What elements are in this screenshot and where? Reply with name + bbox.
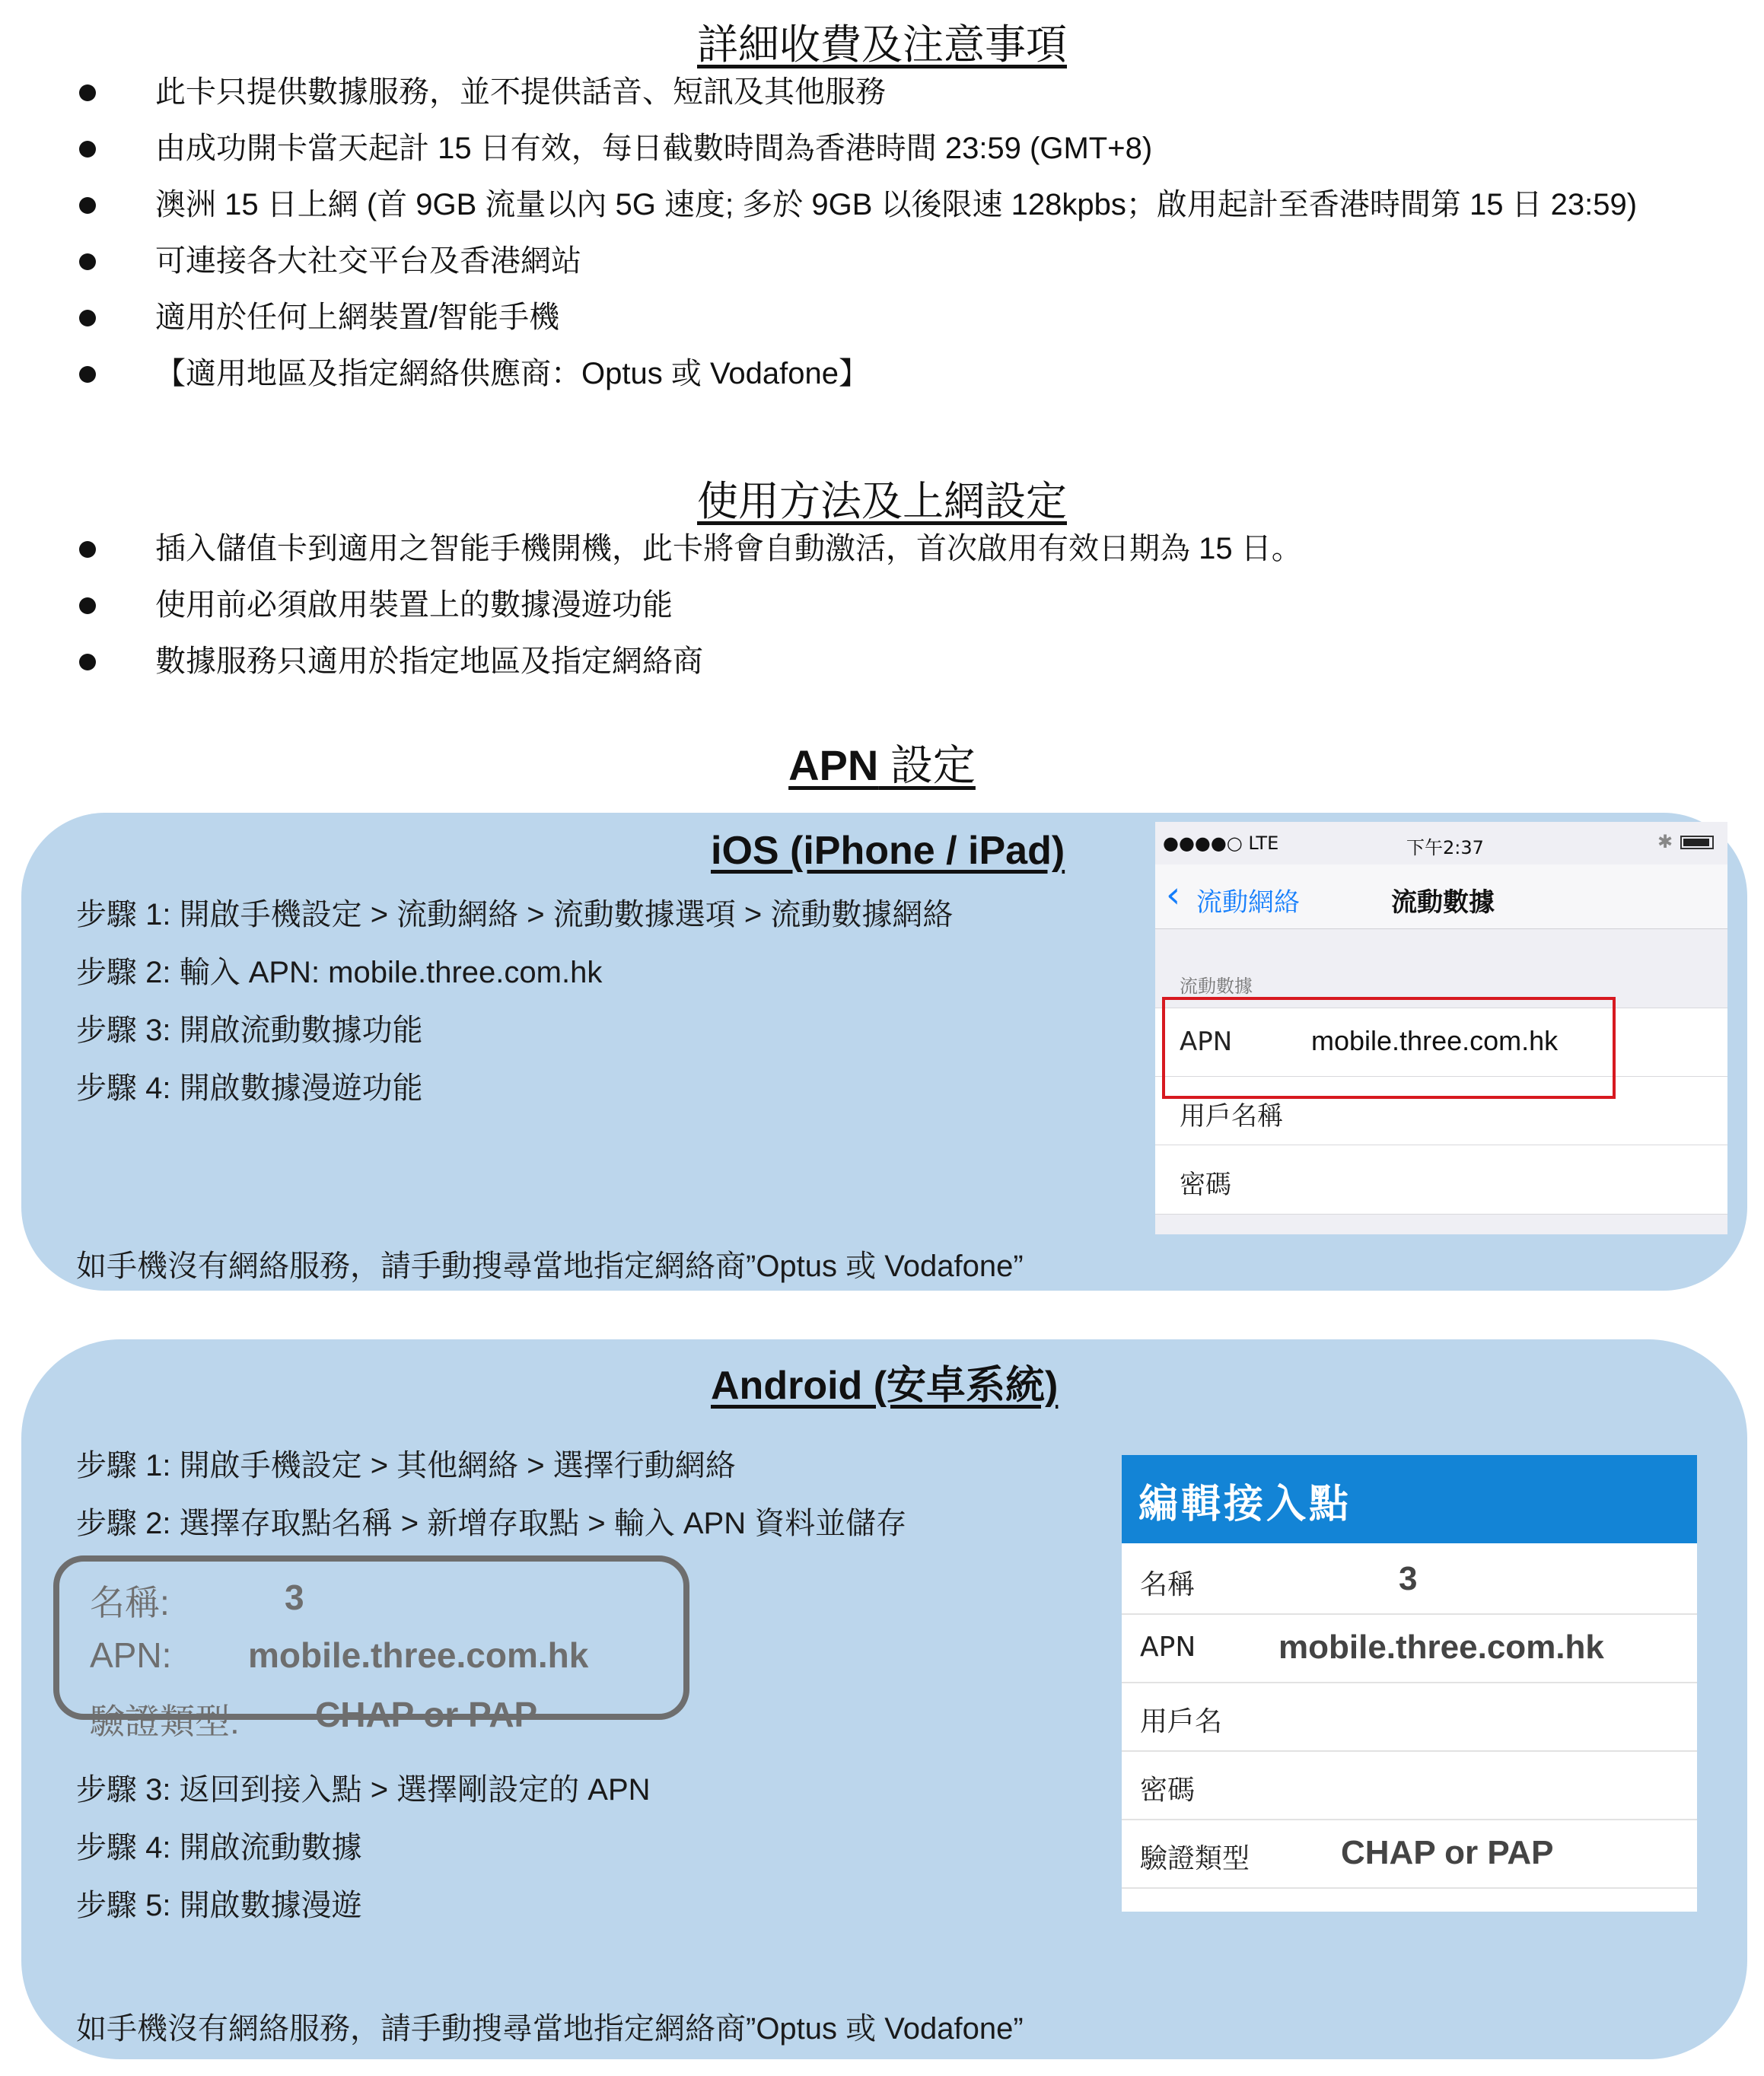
- list-item-text: 可連接各大社交平台及香港網站: [155, 244, 581, 278]
- apn-label: APN: [1140, 1632, 1196, 1663]
- list-item-text: 澳洲 15 日上網 (首 9GB 流量以內 5G 速度; 多於 9GB 以後限速 128kpbs；啟用起計至香港時間第 15 日 23:59): [155, 188, 1638, 221]
- apn-value[interactable]: mobile.three.com.hk: [1278, 1629, 1604, 1666]
- auth-type-label: 驗證類型: [1140, 1843, 1250, 1874]
- section-title-usage: 使用方法及上網設定: [697, 479, 1067, 524]
- bullet-icon: [79, 197, 96, 214]
- status-bar: [1155, 822, 1727, 864]
- list-item: [76, 521, 1302, 577]
- username-row[interactable]: [1122, 1682, 1697, 1752]
- list-item: [76, 64, 1637, 120]
- android-step-3: 步驟 3: 返回到接入點 > 選擇剛設定的 APN: [76, 1773, 651, 1807]
- ios-step-1: 步驟 1: 開啟手機設定 > 流動網絡 > 流動數據選項 > 流動數據網絡: [76, 898, 954, 931]
- apn-highlight-box: [1162, 997, 1616, 1099]
- apn-title-rest: 設定: [878, 741, 976, 789]
- ios-note: 如手機沒有網絡服務，請手動搜尋當地指定網絡商”Optus 或 Vodafone”: [76, 1250, 1024, 1283]
- config-apn-label: APN:: [90, 1635, 172, 1675]
- list-item-text: 使用前必須啟用裝置上的數據漫遊功能: [155, 588, 673, 622]
- nav-bar: [1155, 864, 1727, 929]
- list-item: [76, 289, 1637, 345]
- bullet-icon: [79, 310, 96, 326]
- list-item: [76, 633, 1302, 689]
- apn-row[interactable]: [1122, 1613, 1697, 1683]
- apn-title-bold: APN: [788, 741, 879, 789]
- list-item: [76, 120, 1637, 177]
- android-step-5: 步驟 5: 開啟數據漫遊: [76, 1889, 362, 1922]
- status-time: 下午2:37: [1406, 837, 1484, 858]
- ios-title: iOS (iPhone / iPad): [711, 829, 1065, 873]
- list-item: [76, 233, 1637, 289]
- fees-list: [76, 64, 1637, 402]
- password-row[interactable]: [1122, 1750, 1697, 1820]
- list-item-text: 數據服務只適用於指定地區及指定網絡商: [155, 645, 703, 678]
- android-header: [1122, 1455, 1697, 1543]
- android-step-4: 步驟 4: 開啟流動數據: [76, 1831, 362, 1864]
- android-step-2: 步驟 2: 選擇存取點名稱 > 新增存取點 > 輸入 APN 資料並儲存: [76, 1507, 907, 1540]
- config-auth-label: 驗證類型:: [90, 1702, 240, 1741]
- signal-indicator: ●●●●○ LTE: [1163, 833, 1279, 854]
- chevron-left-icon[interactable]: ‹: [1166, 874, 1181, 916]
- password-row[interactable]: [1155, 1145, 1727, 1215]
- android-title: Android (安卓系統): [711, 1364, 1059, 1408]
- password-label: 密碼: [1140, 1775, 1196, 1806]
- password-label: 密碼: [1180, 1170, 1231, 1200]
- bullet-icon: [79, 654, 96, 670]
- bullet-icon: [79, 141, 96, 158]
- bullet-icon: [79, 366, 96, 383]
- android-step-1: 步驟 1: 開啟手機設定 > 其他網絡 > 選擇行動網絡: [76, 1449, 736, 1482]
- bullet-icon: [79, 84, 96, 101]
- list-item-text: 【適用地區及指定網絡供應商：Optus 或 Vodafone】: [155, 357, 870, 390]
- config-name-value: 3: [285, 1578, 304, 1617]
- battery-icon: [1680, 836, 1714, 849]
- name-label: 名稱: [1140, 1569, 1196, 1600]
- android-apn-screenshot: [1122, 1455, 1697, 1912]
- bullet-icon: [79, 253, 96, 270]
- config-apn-value: mobile.three.com.hk: [248, 1635, 589, 1675]
- section-label: 流動數據: [1180, 976, 1253, 997]
- bullet-icon: [79, 541, 96, 558]
- name-value[interactable]: 3: [1399, 1560, 1418, 1597]
- list-item: [76, 177, 1637, 233]
- list-item-text: 此卡只提供數據服務，並不提供話音、短訊及其他服務: [155, 75, 886, 109]
- apn-settings-title: [0, 732, 1764, 793]
- auth-type-value[interactable]: CHAP or PAP: [1341, 1834, 1554, 1871]
- apn-value[interactable]: mobile.three.com.hk: [1311, 1025, 1559, 1056]
- bluetooth-icon: ✱: [1657, 831, 1673, 852]
- auth-type-row[interactable]: [1122, 1819, 1697, 1889]
- nav-title: 流動數據: [1391, 887, 1495, 918]
- back-button[interactable]: 流動網絡: [1196, 887, 1300, 918]
- usage-list: [76, 521, 1302, 689]
- list-item-text: 由成功開卡當天起計 15 日有效，每日截數時間為香港時間 23:59 (GMT+8): [155, 132, 1153, 165]
- bullet-icon: [79, 597, 96, 614]
- ios-step-3: 步驟 3: 開啟流動數據功能: [76, 1014, 423, 1047]
- config-name-label: 名稱:: [90, 1583, 170, 1622]
- name-row[interactable]: [1122, 1545, 1697, 1615]
- section-title-fees: 詳細收費及注意事項: [697, 22, 1067, 68]
- apn-label: APN: [1180, 1027, 1233, 1057]
- list-item-text: 適用於任何上網裝置/智能手機: [155, 301, 560, 334]
- username-label: 用戶名稱: [1180, 1101, 1283, 1132]
- username-label: 用戶名: [1140, 1706, 1223, 1737]
- android-note: 如手機沒有網絡服務，請手動搜尋當地指定網絡商”Optus 或 Vodafone”: [76, 2012, 1024, 2046]
- ios-step-2: 步驟 2: 輸入 APN: mobile.three.com.hk: [76, 956, 603, 989]
- list-item: [76, 345, 1637, 402]
- config-auth-value: CHAP or PAP: [315, 1695, 538, 1734]
- ios-step-4: 步驟 4: 開啟數據漫遊功能: [76, 1071, 423, 1105]
- list-item: [76, 577, 1302, 633]
- android-header-title: 編輯接入點: [1138, 1482, 1352, 1527]
- list-item-text: 插入儲值卡到適用之智能手機開機，此卡將會自動激活，首次啟用有效日期為 15 日。: [155, 532, 1302, 565]
